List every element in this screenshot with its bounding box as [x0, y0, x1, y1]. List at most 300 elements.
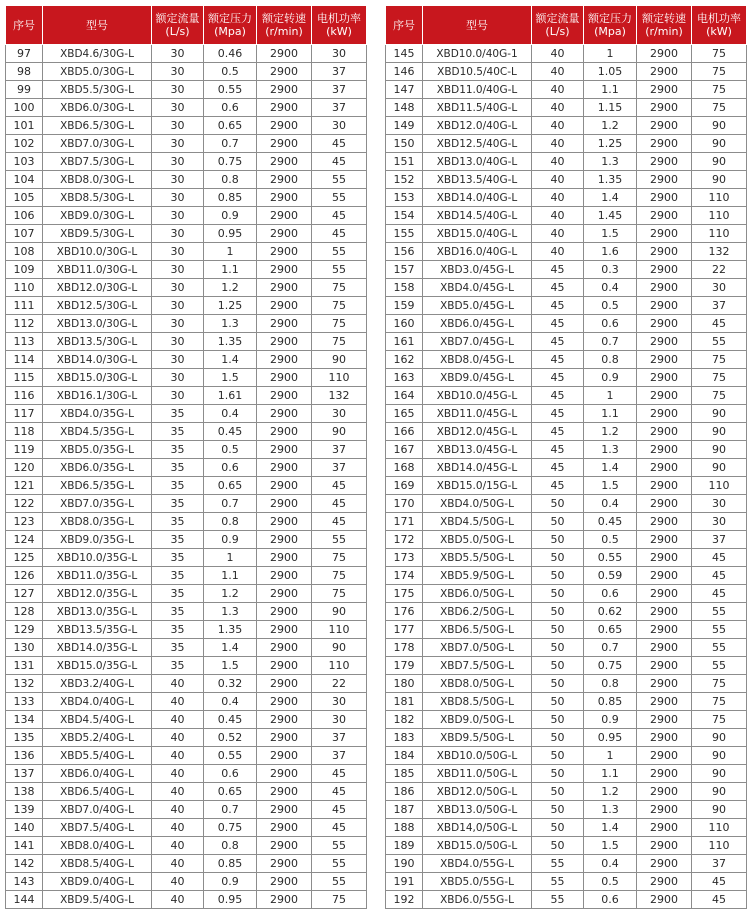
cell-speed: 2900 [257, 279, 312, 297]
cell-pressure: 0.55 [584, 549, 637, 567]
table-row [386, 459, 747, 477]
cell-model: XBD4.5/50G-L [423, 513, 532, 531]
cell-no: 180 [386, 675, 423, 693]
cell-model: XBD7.0/45G-L [423, 333, 532, 351]
table-row [386, 315, 747, 333]
cell-power: 55 [312, 873, 367, 891]
cell-speed: 2900 [637, 801, 692, 819]
cell-pressure: 1 [584, 747, 637, 765]
cell-power: 45 [692, 585, 747, 603]
cell-model: XBD13.0/50G-L [423, 801, 532, 819]
table-row [6, 891, 367, 909]
cell-speed: 2900 [637, 63, 692, 81]
cell-power: 75 [692, 711, 747, 729]
cell-model: XBD5.5/30G-L [43, 81, 152, 99]
cell-speed: 2900 [257, 153, 312, 171]
table-row [386, 387, 747, 405]
header-speed-unit: (r/min) [265, 25, 303, 38]
cell-no: 128 [6, 603, 43, 621]
cell-flow: 40 [532, 45, 584, 63]
cell-flow: 50 [532, 531, 584, 549]
cell-no: 169 [386, 477, 423, 495]
cell-flow: 40 [532, 225, 584, 243]
cell-flow: 30 [152, 297, 204, 315]
cell-speed: 2900 [637, 621, 692, 639]
cell-model: XBD10.0/35G-L [43, 549, 152, 567]
cell-model: XBD14.0/45G-L [423, 459, 532, 477]
table-row [6, 225, 367, 243]
cell-power: 110 [692, 837, 747, 855]
cell-power: 37 [312, 729, 367, 747]
table-row [6, 729, 367, 747]
cell-pressure: 1.3 [584, 153, 637, 171]
table-row [386, 279, 747, 297]
cell-speed: 2900 [637, 513, 692, 531]
cell-flow: 45 [532, 477, 584, 495]
table-row [386, 621, 747, 639]
cell-no: 120 [6, 459, 43, 477]
table-row [386, 513, 747, 531]
cell-no: 130 [6, 639, 43, 657]
cell-speed: 2900 [637, 315, 692, 333]
cell-model: XBD11.0/35G-L [43, 567, 152, 585]
cell-no: 173 [386, 549, 423, 567]
table-row [386, 837, 747, 855]
header-no: 序号 [6, 6, 43, 45]
table-row [6, 675, 367, 693]
cell-model: XBD4.5/35G-L [43, 423, 152, 441]
cell-flow: 30 [152, 117, 204, 135]
cell-power: 110 [692, 189, 747, 207]
table-row [386, 675, 747, 693]
cell-pressure: 1.5 [584, 477, 637, 495]
cell-power: 22 [692, 261, 747, 279]
cell-flow: 35 [152, 567, 204, 585]
header-pressure [204, 6, 257, 45]
cell-power: 90 [692, 171, 747, 189]
table-row [386, 639, 747, 657]
cell-power: 55 [692, 639, 747, 657]
cell-flow: 35 [152, 459, 204, 477]
cell-pressure: 0.55 [204, 747, 257, 765]
cell-pressure: 1.6 [584, 243, 637, 261]
cell-flow: 30 [152, 243, 204, 261]
cell-power: 90 [692, 729, 747, 747]
table-row [386, 495, 747, 513]
cell-no: 126 [6, 567, 43, 585]
cell-model: XBD13.5/35G-L [43, 621, 152, 639]
cell-model: XBD6.5/30G-L [43, 117, 152, 135]
cell-no: 159 [386, 297, 423, 315]
cell-power: 90 [692, 441, 747, 459]
cell-model: XBD8.0/50G-L [423, 675, 532, 693]
cell-model: XBD4.0/50G-L [423, 495, 532, 513]
table-row [6, 531, 367, 549]
table-row [386, 207, 747, 225]
cell-model: XBD5.0/35G-L [43, 441, 152, 459]
cell-pressure: 0.75 [204, 153, 257, 171]
cell-pressure: 1.3 [204, 315, 257, 333]
cell-pressure: 1.15 [584, 99, 637, 117]
cell-model: XBD13.0/35G-L [43, 603, 152, 621]
cell-no: 107 [6, 225, 43, 243]
cell-flow: 40 [532, 189, 584, 207]
table-row [386, 693, 747, 711]
cell-power: 55 [312, 855, 367, 873]
cell-pressure: 0.45 [584, 513, 637, 531]
header-flow-label: 额定流量 [535, 12, 580, 25]
cell-model: XBD4.0/40G-L [43, 693, 152, 711]
table-row [6, 207, 367, 225]
table-row [386, 117, 747, 135]
header-power-label: 电机功率 [697, 12, 741, 25]
cell-model: XBD7.0/50G-L [423, 639, 532, 657]
cell-flow: 40 [152, 693, 204, 711]
cell-pressure: 0.59 [584, 567, 637, 585]
cell-pressure: 0.4 [204, 693, 257, 711]
cell-no: 162 [386, 351, 423, 369]
cell-pressure: 0.5 [584, 297, 637, 315]
cell-speed: 2900 [257, 171, 312, 189]
cell-power: 37 [312, 63, 367, 81]
cell-pressure: 0.46 [204, 45, 257, 63]
cell-no: 178 [386, 639, 423, 657]
cell-pressure: 1 [204, 243, 257, 261]
cell-speed: 2900 [637, 657, 692, 675]
cell-speed: 2900 [257, 63, 312, 81]
cell-power: 75 [312, 279, 367, 297]
cell-speed: 2900 [257, 765, 312, 783]
cell-flow: 45 [532, 387, 584, 405]
table-row [6, 585, 367, 603]
cell-no: 99 [6, 81, 43, 99]
cell-pressure: 0.8 [204, 171, 257, 189]
cell-model: XBD10.5/40C-L [423, 63, 532, 81]
cell-no: 167 [386, 441, 423, 459]
cell-no: 114 [6, 351, 43, 369]
cell-flow: 50 [532, 711, 584, 729]
header-flow [152, 6, 204, 45]
cell-no: 154 [386, 207, 423, 225]
cell-pressure: 1.05 [584, 63, 637, 81]
cell-power: 110 [312, 369, 367, 387]
cell-model: XBD15.0/50G-L [423, 837, 532, 855]
cell-model: XBD12.5/40G-L [423, 135, 532, 153]
cell-no: 103 [6, 153, 43, 171]
cell-flow: 40 [152, 837, 204, 855]
cell-power: 132 [312, 387, 367, 405]
cell-power: 30 [312, 405, 367, 423]
cell-pressure: 1.5 [584, 837, 637, 855]
cell-speed: 2900 [637, 243, 692, 261]
cell-model: XBD3.0/45G-L [423, 261, 532, 279]
cell-power: 22 [312, 675, 367, 693]
cell-speed: 2900 [257, 657, 312, 675]
cell-flow: 35 [152, 477, 204, 495]
table-row [6, 279, 367, 297]
cell-model: XBD6.5/35G-L [43, 477, 152, 495]
cell-power: 75 [692, 693, 747, 711]
cell-pressure: 1.45 [584, 207, 637, 225]
cell-pressure: 0.45 [204, 711, 257, 729]
cell-pressure: 1.4 [204, 351, 257, 369]
cell-flow: 45 [532, 279, 584, 297]
cell-speed: 2900 [257, 387, 312, 405]
cell-no: 158 [386, 279, 423, 297]
cell-flow: 40 [532, 171, 584, 189]
table-row [6, 783, 367, 801]
cell-no: 156 [386, 243, 423, 261]
cell-no: 111 [6, 297, 43, 315]
cell-pressure: 0.9 [204, 531, 257, 549]
cell-speed: 2900 [257, 405, 312, 423]
cell-model: XBD16.1/30G-L [43, 387, 152, 405]
cell-pressure: 0.65 [584, 621, 637, 639]
cell-pressure: 0.85 [584, 693, 637, 711]
table-row [386, 567, 747, 585]
cell-power: 75 [312, 297, 367, 315]
cell-pressure: 0.8 [204, 837, 257, 855]
table-header-row [6, 6, 367, 45]
cell-flow: 30 [152, 315, 204, 333]
cell-pressure: 0.4 [584, 495, 637, 513]
cell-flow: 40 [532, 63, 584, 81]
cell-power: 45 [692, 315, 747, 333]
header-flow-unit: (L/s) [545, 25, 570, 38]
cell-model: XBD15.0/15G-L [423, 477, 532, 495]
cell-model: XBD5.2/40G-L [43, 729, 152, 747]
cell-pressure: 0.6 [584, 585, 637, 603]
cell-speed: 2900 [637, 207, 692, 225]
cell-speed: 2900 [637, 351, 692, 369]
cell-power: 110 [312, 621, 367, 639]
cell-power: 37 [692, 531, 747, 549]
cell-power: 45 [312, 495, 367, 513]
cell-power: 45 [312, 819, 367, 837]
cell-flow: 30 [152, 171, 204, 189]
cell-speed: 2900 [637, 891, 692, 909]
cell-model: XBD11.5/40G-L [423, 99, 532, 117]
cell-flow: 55 [532, 891, 584, 909]
cell-power: 55 [692, 657, 747, 675]
cell-flow: 40 [152, 873, 204, 891]
cell-model: XBD9.0/40G-L [43, 873, 152, 891]
cell-model: XBD6.0/40G-L [43, 765, 152, 783]
table-row [6, 45, 367, 63]
cell-no: 132 [6, 675, 43, 693]
cell-flow: 55 [532, 855, 584, 873]
cell-model: XBD8.0/40G-L [43, 837, 152, 855]
cell-flow: 30 [152, 351, 204, 369]
cell-pressure: 0.85 [204, 189, 257, 207]
cell-no: 113 [6, 333, 43, 351]
cell-power: 75 [692, 45, 747, 63]
cell-model: XBD13.5/30G-L [43, 333, 152, 351]
header-pressure-label: 额定压力 [588, 12, 632, 25]
cell-no: 191 [386, 873, 423, 891]
header-flow-label: 额定流量 [155, 12, 200, 25]
cell-speed: 2900 [637, 153, 692, 171]
cell-model: XBD7.5/40G-L [43, 819, 152, 837]
cell-model: XBD10.0/30G-L [43, 243, 152, 261]
cell-no: 192 [386, 891, 423, 909]
cell-model: XBD6.0/30G-L [43, 99, 152, 117]
table-row [386, 585, 747, 603]
cell-flow: 50 [532, 495, 584, 513]
cell-model: XBD9.0/35G-L [43, 531, 152, 549]
cell-pressure: 1.2 [584, 423, 637, 441]
cell-power: 110 [692, 819, 747, 837]
cell-no: 147 [386, 81, 423, 99]
table-row [386, 801, 747, 819]
cell-flow: 40 [532, 135, 584, 153]
cell-speed: 2900 [257, 549, 312, 567]
cell-model: XBD14.0/30G-L [43, 351, 152, 369]
table-row [386, 225, 747, 243]
cell-speed: 2900 [637, 99, 692, 117]
cell-speed: 2900 [257, 297, 312, 315]
cell-flow: 40 [152, 855, 204, 873]
table-row [6, 423, 367, 441]
cell-pressure: 1 [584, 387, 637, 405]
cell-power: 45 [692, 873, 747, 891]
cell-flow: 35 [152, 585, 204, 603]
table-row [6, 801, 367, 819]
header-pressure-label: 额定压力 [208, 12, 252, 25]
cell-power: 90 [692, 783, 747, 801]
table-row [6, 603, 367, 621]
cell-no: 146 [386, 63, 423, 81]
cell-power: 37 [312, 99, 367, 117]
cell-power: 37 [312, 441, 367, 459]
cell-flow: 35 [152, 621, 204, 639]
table-row [6, 567, 367, 585]
cell-model: XBD9.0/45G-L [423, 369, 532, 387]
cell-pressure: 1.35 [584, 171, 637, 189]
cell-model: XBD7.5/30G-L [43, 153, 152, 171]
cell-power: 55 [312, 243, 367, 261]
cell-pressure: 1.61 [204, 387, 257, 405]
cell-model: XBD11.0/40G-L [423, 81, 532, 99]
cell-flow: 30 [152, 135, 204, 153]
cell-power: 37 [312, 81, 367, 99]
cell-power: 55 [692, 621, 747, 639]
cell-no: 133 [6, 693, 43, 711]
cell-no: 176 [386, 603, 423, 621]
cell-pressure: 1.1 [584, 405, 637, 423]
cell-model: XBD4.0/35G-L [43, 405, 152, 423]
cell-speed: 2900 [257, 135, 312, 153]
cell-flow: 50 [532, 729, 584, 747]
cell-model: XBD14.5/40G-L [423, 207, 532, 225]
table-row [386, 729, 747, 747]
table-row [386, 153, 747, 171]
cell-model: XBD15.0/30G-L [43, 369, 152, 387]
cell-flow: 30 [152, 387, 204, 405]
cell-power: 55 [692, 333, 747, 351]
table-row [6, 333, 367, 351]
cell-flow: 50 [532, 819, 584, 837]
cell-speed: 2900 [257, 441, 312, 459]
cell-speed: 2900 [257, 207, 312, 225]
cell-power: 45 [312, 765, 367, 783]
cell-pressure: 0.4 [584, 279, 637, 297]
cell-model: XBD5.0/30G-L [43, 63, 152, 81]
cell-pressure: 0.5 [204, 63, 257, 81]
cell-flow: 50 [532, 567, 584, 585]
cell-model: XBD11.0/45G-L [423, 405, 532, 423]
spec-table-right [385, 5, 747, 909]
cell-no: 97 [6, 45, 43, 63]
cell-model: XBD6.0/50G-L [423, 585, 532, 603]
cell-flow: 30 [152, 189, 204, 207]
cell-no: 115 [6, 369, 43, 387]
table-row [386, 189, 747, 207]
cell-power: 90 [692, 459, 747, 477]
cell-model: XBD15.0/40G-L [423, 225, 532, 243]
cell-model: XBD11.0/30G-L [43, 261, 152, 279]
cell-power: 75 [692, 675, 747, 693]
cell-pressure: 1.2 [584, 783, 637, 801]
cell-flow: 50 [532, 657, 584, 675]
cell-speed: 2900 [637, 369, 692, 387]
cell-speed: 2900 [257, 423, 312, 441]
cell-speed: 2900 [257, 459, 312, 477]
cell-no: 182 [386, 711, 423, 729]
cell-no: 105 [6, 189, 43, 207]
table-row [6, 639, 367, 657]
cell-model: XBD9.0/30G-L [43, 207, 152, 225]
cell-pressure: 0.7 [584, 333, 637, 351]
cell-no: 172 [386, 531, 423, 549]
table-row [6, 855, 367, 873]
cell-pressure: 0.7 [584, 639, 637, 657]
cell-power: 55 [312, 189, 367, 207]
cell-no: 102 [6, 135, 43, 153]
cell-no: 171 [386, 513, 423, 531]
cell-no: 177 [386, 621, 423, 639]
cell-model: XBD7.0/35G-L [43, 495, 152, 513]
cell-flow: 40 [532, 153, 584, 171]
cell-model: XBD8.5/40G-L [43, 855, 152, 873]
cell-flow: 50 [532, 513, 584, 531]
cell-pressure: 0.7 [204, 135, 257, 153]
cell-pressure: 0.3 [584, 261, 637, 279]
cell-power: 110 [692, 207, 747, 225]
cell-speed: 2900 [637, 693, 692, 711]
cell-pressure: 1.3 [584, 801, 637, 819]
cell-model: XBD7.0/40G-L [43, 801, 152, 819]
table-row [6, 459, 367, 477]
table-row [6, 153, 367, 171]
cell-flow: 45 [532, 423, 584, 441]
table-row [386, 99, 747, 117]
cell-model: XBD5.5/40G-L [43, 747, 152, 765]
cell-speed: 2900 [257, 369, 312, 387]
cell-flow: 35 [152, 531, 204, 549]
cell-no: 139 [6, 801, 43, 819]
cell-no: 153 [386, 189, 423, 207]
table-row [6, 693, 367, 711]
cell-power: 37 [692, 297, 747, 315]
table-row [6, 315, 367, 333]
cell-speed: 2900 [637, 873, 692, 891]
cell-no: 149 [386, 117, 423, 135]
cell-flow: 50 [532, 837, 584, 855]
table-row [6, 351, 367, 369]
cell-power: 132 [692, 243, 747, 261]
cell-model: XBD8.5/30G-L [43, 189, 152, 207]
